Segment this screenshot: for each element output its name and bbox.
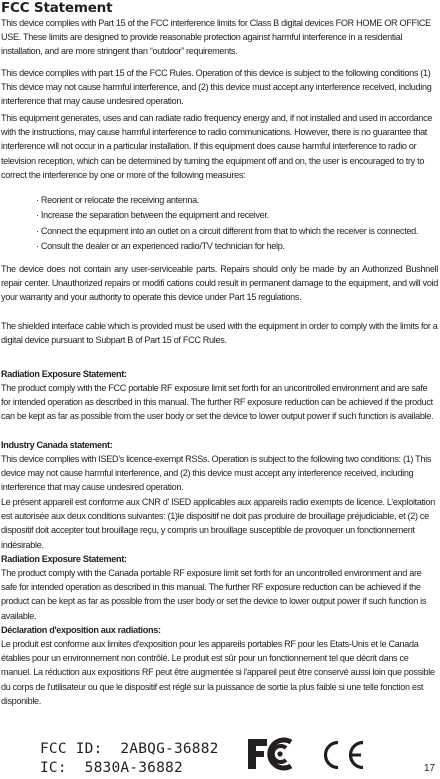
repairs-paragraph: The device does not contain any user-serviceable parts. Repairs should only be made by an Authorized Bushnell repair center. Unauthorized repairs or modifi cations could result in permanent damage to the equipment, and will void your warranty and your authority to operate this device under Part 15 regulations.	[1, 264, 438, 303]
french-rf-exposure-text: Le produit est conforme aux limites d'exposition pour les appareils portables RF pour les Etats-Unis et le Canada établies pour un environnement non contrôlé. Le produit est sûr pour un fonctionnement tel que décrit dans ce manuel. La réduction aux expositions RF peut être augmentée si l'appareil peut être conservé aussi loin que possible du corps de l'utilisateur ou que le dispositif est réglé sur la puissance de sortie la plus faible si une telle fonction est disponible.	[1, 639, 435, 706]
list-item: · Increase the separation between the equipment and receiver.	[36, 208, 440, 223]
fcc-logo-icon	[245, 736, 295, 772]
industry-canada-text-en: This device complies with ISED’s licence-exempt RSSs. Operation is subject to the following two conditions: (1) This device may not cause harmful interference, and (2) this device must accept any interference received, including interference that may cause undesired operation.	[1, 454, 432, 493]
industry-canada-heading: Industry Canada statement:	[1, 440, 113, 450]
interference-paragraph: This equipment generates, uses and can radiate radio frequency energy and, if not installed and used in accordance with the instructions, may cause harmful interference to radio communications. However, there is no guarantee that interference will not occur in a particular installation. If this equipment does cause harmful interference to radio or television reception, which can be determined by turning the equipment off and on, the user is encouraged to try to correct the interference by one or more of the following measures:	[1, 113, 433, 180]
interference-measures-list	[36, 193, 440, 255]
ic-id-label: IC: 5830A-36882	[40, 760, 183, 776]
industry-canada-text-fr: Le présent appareil est conforme aux CNR d’ ISED applicables aux appareils radio exempts de licence. L’exploitation est autorisée aux deux conditions suivantes: (1)le dispositif ne doit pas produire de brouillage préjudiciable, et (2) ce dispositif doit accepter tout brouillage reçu, y compris un brouillage susceptible de provoquer un fonctionnement indésirable.	[1, 497, 435, 550]
list-item: · Connect the equipment into an outlet on a circuit different from that to which the receiver is connected.	[36, 224, 440, 239]
list-item: · Consult the dealer or an experienced radio/TV technician for help.	[36, 239, 440, 254]
page-number: 17	[424, 763, 436, 774]
page-title: FCC Statement	[1, 0, 113, 16]
certification-ids	[40, 740, 219, 778]
canada-rf-exposure-text: The product comply with the Canada portable RF exposure limit set forth for an uncontrolled environment and are safe for intended operation as described in this manual. The further RF exposure reduction can be achieved if the product can be kept as far as possible from the user body or set the device to lower output power if such function is available.	[1, 568, 427, 621]
list-item: · Reorient or relocate the receiving antenna.	[36, 193, 440, 208]
shielded-cable-paragraph: The shielded interface cable which is provided must be used with the equipment in order to comply with the limits for a digital device pursuant to Subpart B of Part 15 of FCC Rules.	[1, 321, 438, 346]
fcc-id-label: FCC ID: 2ABQG-36882	[40, 741, 219, 757]
canada-rf-exposure-heading: Radiation Exposure Statement:	[1, 554, 127, 564]
fcc-part15-conditions-paragraph: This device complies with part 15 of the FCC Rules. Operation of this device is subject to the following conditions (1) This device may not cause harmful interference, and (2) this device must accept any interference received, including interference that may cause undesired operation.	[1, 68, 432, 107]
fcc-rf-exposure-heading: Radiation Exposure Statement:	[1, 369, 127, 379]
fcc-class-b-paragraph: This device complies with Part 15 of the FCC interference limits for Class B digital devices FOR HOME OR OFFICE USE. These limits are designed to provide reasonable protection against harmful interference in a residential installation, and are more stringent than “outdoor” requirements.	[1, 18, 431, 57]
french-rf-exposure-heading: Déclaration d'exposition aux radiations:	[1, 625, 161, 635]
ce-mark-icon	[317, 739, 367, 771]
fcc-rf-exposure-text: The product comply with the FCC portable RF exposure limit set forth for an uncontrolled environment and are safe for intended operation as described in this manual. The further RF exposure reduction can be achieved if the product can be kept as far as possible from the user body or set the device to lower output power if such function is available.	[1, 383, 434, 422]
